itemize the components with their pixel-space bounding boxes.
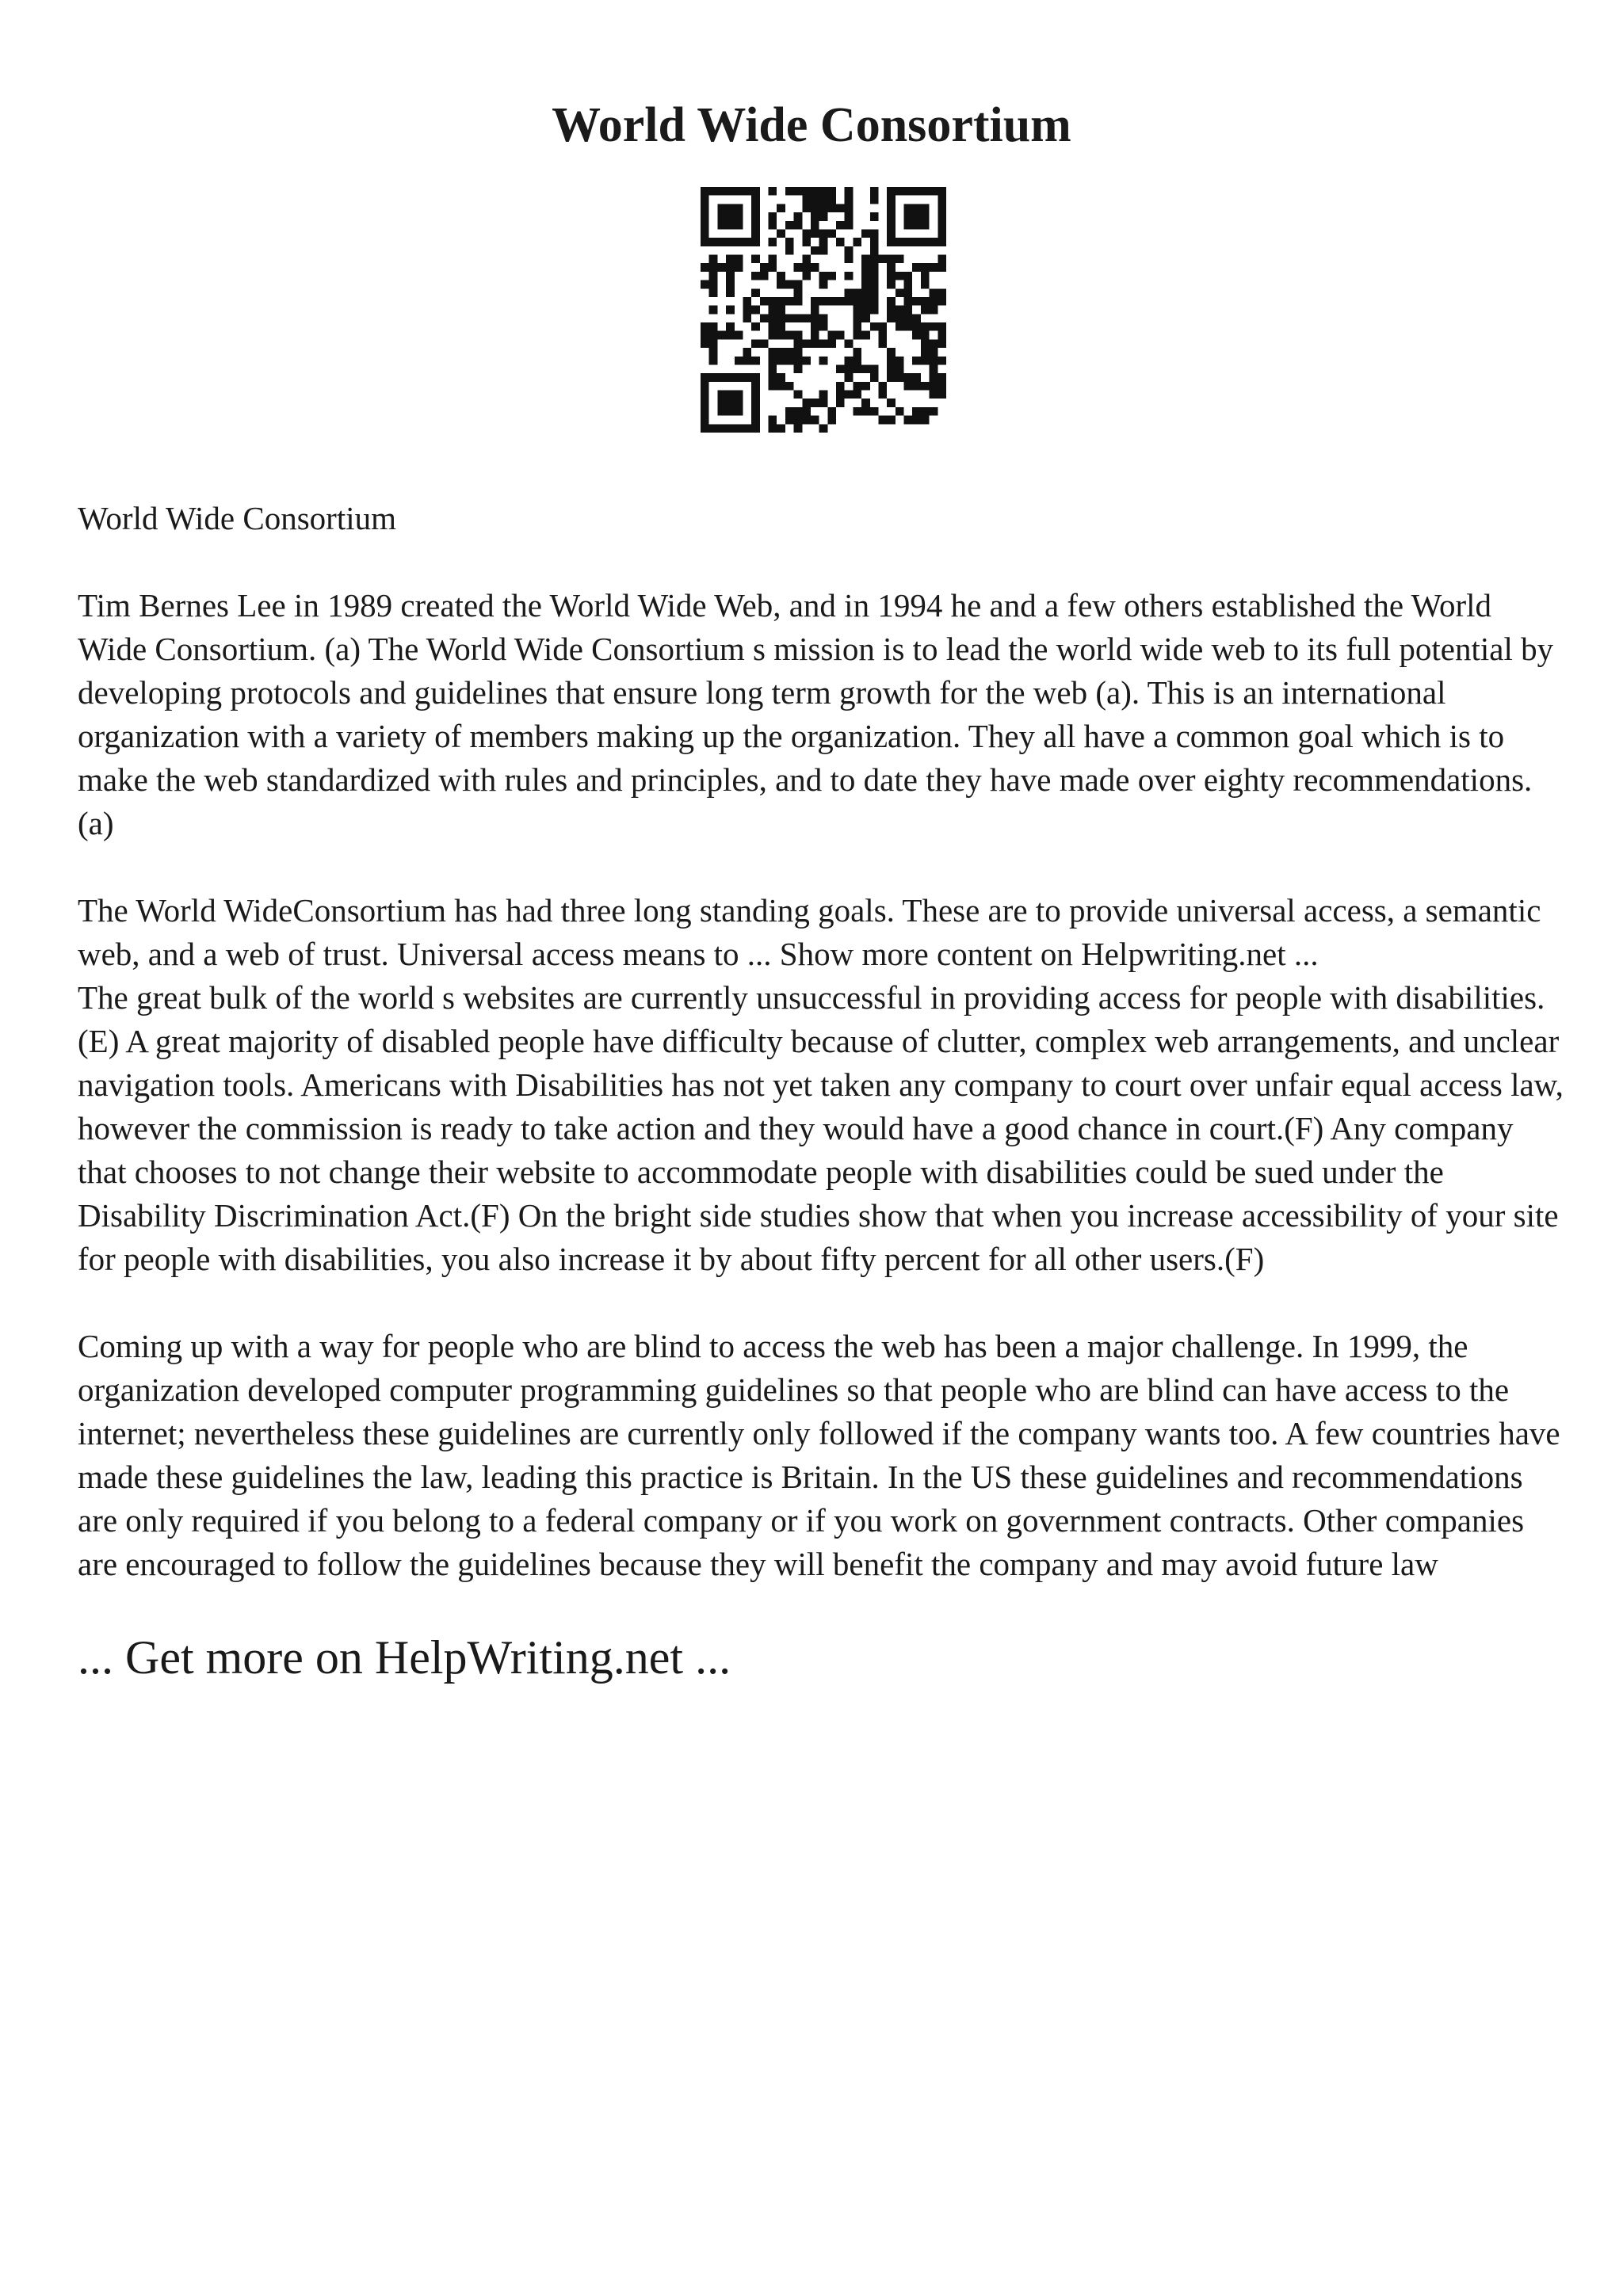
- document-body: [78, 497, 1568, 1689]
- helpwriting-link[interactable]: ... Get more on HelpWriting.net ...: [78, 1631, 731, 1684]
- document-subtitle: World Wide Consortium: [78, 500, 396, 536]
- paragraph-3: The great bulk of the world s websites are currently unsuccessful in providing access for people with disabilities. (E) A great majority of disabled people have difficulty because of clutter, complex web arrangements, and unclear navigation tools. Americans with Disabilities has not yet taken any company to court over unfair equal access law, however the commission is ready to take action and they would have a good chance in court.(F) Any company that chooses to not change their website to accommodate people with disabilities could be sued under the Disability Discrimination Act.(F) On the bright side studies show that when you increase accessibility of your site for people with disabilities, you also increase it by about fifty percent for all other users.(F): [78, 979, 1564, 1277]
- paragraph-2: The World WideConsortium has had three long standing goals. These are to provide universal access, a semantic web, and a web of trust. Universal access means to ... Show more content on Helpwriting.net ...: [78, 892, 1541, 972]
- paragraph-4: Coming up with a way for people who are blind to access the web has been a major challenge. In 1999, the organization developed computer programming guidelines so that people who are blind can have access to the internet; nevertheless these guidelines are currently only followed if the company wants too. A few countries have made these guidelines the law, leading this practice is Britain. In the US these guidelines and recommendations are only required if you belong to a federal company or if you work on government contracts. Other companies are encouraged to follow the guidelines because they will benefit the company and may avoid future law: [78, 1328, 1560, 1582]
- paragraph-1: Tim Bernes Lee in 1989 created the World Wide Web, and in 1994 he and a few others established the World Wide Consortium. (a) The World Wide Consortium s mission is to lead the world wide web to its full potential by developing protocols and guidelines that ensure long term growth for the web (a). This is an international organization with a variety of members making up the organization. They all have a common goal which is to make the web standardized with rules and principles, and to date they have made over eighty recommendations.(a): [78, 587, 1554, 841]
- qr-code-icon: [701, 187, 946, 433]
- page-title: World Wide Consortium: [552, 98, 1071, 152]
